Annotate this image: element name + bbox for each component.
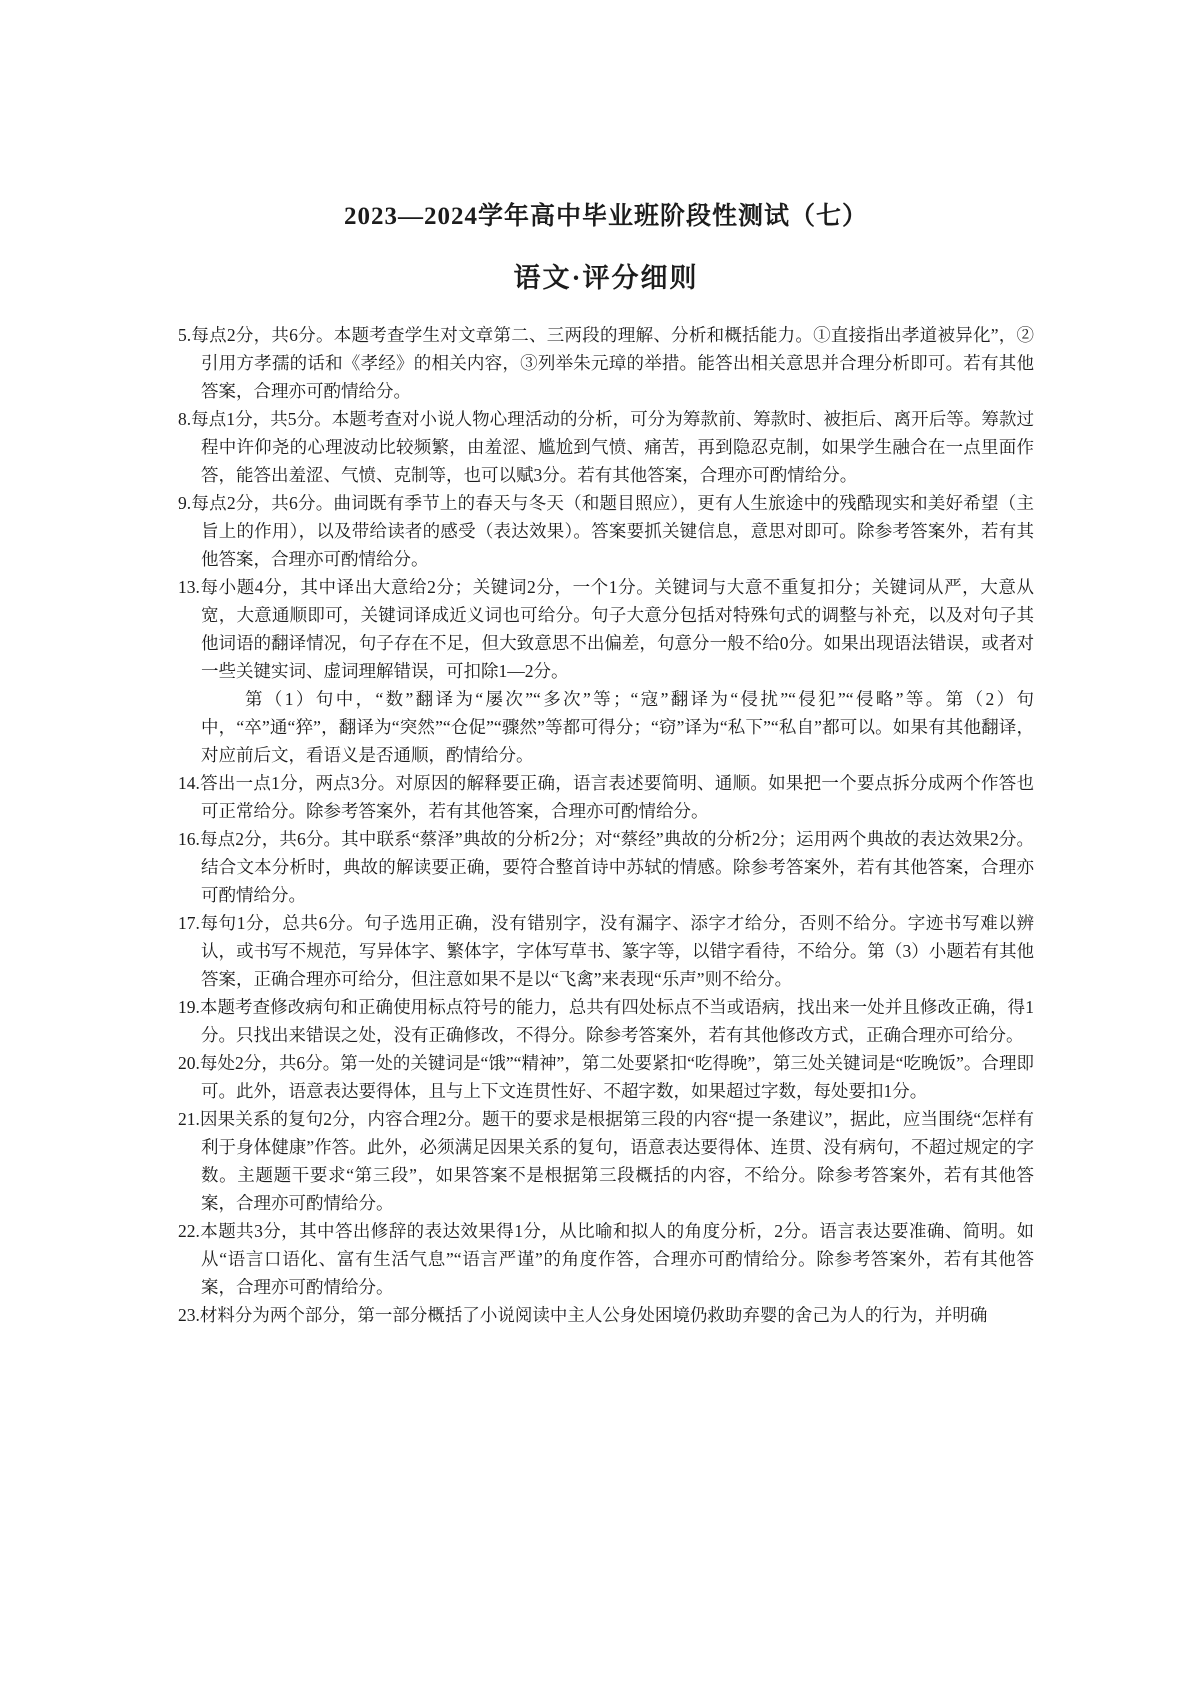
document-title: 2023—2024学年高中毕业班阶段性测试（七）: [343, 203, 868, 230]
rubric-item-5: 5.每点2分，共6分。本题考查学生对文章第二、三两段的理解、分析和概括能力。①直接指出孝道被异化”，②引用方孝孺的话和《孝经》的相关内容，③列举朱元璋的举措。能答出相关意思并合理分析即可。若有其他答案，合理亦可酌情给分。: [178, 325, 1034, 401]
rubric-item-13: 13.每小题4分，其中译出大意给2分；关键词2分，一个1分。关键词与大意不重复扣分；关键词从严，大意从宽，大意通顺即可，关键词译成近义词也可给分。句子大意分包括对特殊句式的调整与补充，以及对句子其他词语的翻译情况，句子存在不足，但大致意思不出偏差，句意分一般不给0分。如果出现语法错误，或者对一些关键实词、虚词理解错误，可扣除1—2分。: [178, 577, 1034, 681]
document-subtitle: 语文·评分细则: [513, 263, 699, 293]
rubric-item-16: 16.每点2分，共6分。其中联系“蔡泽”典故的分析2分；对“蔡经”典故的分析2分；运用两个典故的表达效果2分。结合文本分析时，典故的解读要正确，要符合整首诗中苏轼的情感。除参考答案外，若有其他答案，合理亦可酌情给分。: [178, 829, 1034, 905]
rubric-items: [178, 321, 1034, 1329]
rubric-item-8: 8.每点1分，共5分。本题考查对小说人物心理活动的分析，可分为筹款前、筹款时、被拒后、离开后等。筹款过程中许仰尧的心理波动比较频繁，由羞涩、尴尬到气愤、痛苦，再到隐忍克制，如果学生融合在一点里面作答，能答出羞涩、气愤、克制等，也可以赋3分。若有其他答案，合理亦可酌情给分。: [178, 409, 1034, 485]
rubric-item-23: 23.材料分为两个部分，第一部分概括了小说阅读中主人公身处困境仍救助弃婴的舍己为人的行为，并明确: [178, 1305, 988, 1325]
rubric-item-17: 17.每句1分，总共6分。句子选用正确，没有错别字，没有漏字、添字才给分，否则不给分。字迹书写难以辨认，或书写不规范，写异体字、繁体字，字体写草书、篆字等，以错字看待，不给分。第（3）小题若有其他答案，正确合理亦可给分，但注意如果不是以“飞禽”来表现“乐声”则不给分。: [178, 913, 1034, 989]
rubric-item-13-note: 第（1）句中，“数”翻译为“屡次”“多次”等；“寇”翻译为“侵扰”“侵犯”“侵略”等。第（2）句中，“卒”通“猝”，翻译为“突然”“仓促”“骤然”等都可得分；“窃”译为“私下”“私自”都可以。如果有其他翻译，对应前后文，看语义是否通顺，酌情给分。: [201, 689, 1034, 765]
rubric-item-9: 9.每点2分，共6分。曲词既有季节上的春天与冬天（和题目照应），更有人生旅途中的残酷现实和美好希望（主旨上的作用），以及带给读者的感受（表达效果）。答案要抓关键信息，意思对即可。除参考答案外，若有其他答案，合理亦可酌情给分。: [178, 493, 1034, 569]
rubric-item-20: 20.每处2分，共6分。第一处的关键词是“饿”“精神”，第二处要紧扣“吃得晚”，第三处关键词是“吃晚饭”。合理即可。此外，语意表达要得体，且与上下文连贯性好、不超字数，如果超过字数，每处要扣1分。: [178, 1053, 1034, 1101]
rubric-item-19: 19.本题考查修改病句和正确使用标点符号的能力，总共有四处标点不当或语病，找出来一处并且修改正确，得1分。只找出来错误之处，没有正确修改，不得分。除参考答案外，若有其他修改方式，正确合理亦可给分。: [178, 997, 1034, 1045]
rubric-item-14: 14.答出一点1分，两点3分。对原因的解释要正确，语言表述要简明、通顺。如果把一个要点拆分成两个作答也可正常给分。除参考答案外，若有其他答案，合理亦可酌情给分。: [178, 773, 1034, 821]
rubric-item-22: 22.本题共3分，其中答出修辞的表达效果得1分，从比喻和拟人的角度分析，2分。语言表达要准确、简明。如从“语言口语化、富有生活气息”“语言严谨”的角度作答，合理亦可酌情给分。除参考答案外，若有其他答案，合理亦可酌情给分。: [178, 1221, 1034, 1297]
rubric-item-21: 21.因果关系的复句2分，内容合理2分。题干的要求是根据第三段的内容“提一条建议”，据此，应当围绕“怎样有利于身体健康”作答。此外，必须满足因果关系的复句，语意表达要得体、连贯、没有病句，不超过规定的字数。主题题干要求“第三段”，如果答案不是根据第三段概括的内容，不给分。除参考答案外，若有其他答案，合理亦可酌情给分。: [178, 1109, 1034, 1213]
